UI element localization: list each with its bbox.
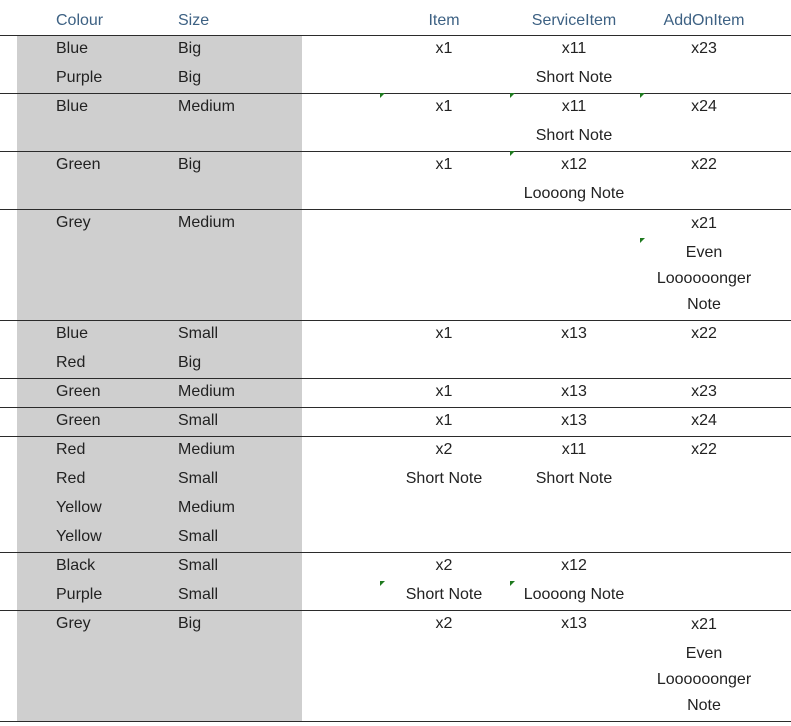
cell-service[interactable]: x12 [561,557,587,574]
header-size: Size [178,12,210,29]
cell-addon[interactable]: Note [687,697,721,714]
cell-item[interactable]: x2 [435,615,453,632]
row-divider [0,378,791,379]
cell-item[interactable]: x1 [435,40,453,57]
cell-size[interactable]: Medium [178,441,235,458]
cell-colour[interactable]: Red [56,354,86,371]
row-divider [0,610,791,611]
cell-item[interactable]: x1 [435,98,453,115]
cell-size[interactable]: Big [178,615,202,632]
header-addon-item: AddOnItem [663,12,745,29]
cell-size[interactable]: Small [178,325,219,342]
cell-colour[interactable]: Purple [56,69,103,86]
cell-addon[interactable]: x24 [691,98,717,115]
cell-item[interactable]: x1 [435,412,453,429]
header-service-item: ServiceItem [531,12,617,29]
cell-colour[interactable]: Black [56,557,96,574]
row-divider [0,552,791,553]
cell-size[interactable]: Small [178,528,219,545]
cell-colour[interactable]: Purple [56,586,103,603]
cell-service[interactable]: x13 [561,615,587,632]
comment-indicator-icon[interactable] [380,93,385,98]
cell-addon[interactable]: x23 [691,40,717,57]
cell-addon[interactable]: Even [685,645,723,662]
cell-colour[interactable]: Green [56,383,101,400]
cell-service[interactable]: Short Note [535,69,613,86]
cell-size[interactable]: Big [178,354,202,371]
cell-service[interactable]: x11 [561,441,587,458]
cell-size[interactable]: Medium [178,98,235,115]
row-divider [0,721,791,722]
cell-size[interactable]: Medium [178,499,235,516]
cell-service[interactable]: x13 [561,325,587,342]
cell-colour[interactable]: Blue [56,325,89,342]
cell-item[interactable]: Short Note [405,470,483,487]
row-divider [0,93,791,94]
cell-service[interactable]: x11 [561,40,587,57]
cell-colour[interactable]: Yellow [56,528,102,545]
comment-indicator-icon[interactable] [380,581,385,586]
cell-colour[interactable]: Blue [56,40,89,57]
cell-colour[interactable]: Grey [56,615,91,632]
cell-service[interactable]: x12 [561,156,587,173]
cell-service[interactable]: x11 [561,98,587,115]
row-divider [0,209,791,210]
cell-addon[interactable]: x22 [691,325,717,342]
cell-colour[interactable]: Blue [56,98,89,115]
cell-service[interactable]: Loooong Note [523,185,625,202]
cell-addon[interactable]: Even [685,244,723,261]
row-divider [0,35,791,36]
cell-item[interactable]: x2 [435,557,453,574]
header-item: Item [428,12,460,29]
cell-colour[interactable]: Grey [56,214,91,231]
cell-item[interactable]: x1 [435,325,453,342]
cell-colour[interactable]: Green [56,156,101,173]
cell-colour[interactable]: Red [56,441,86,458]
row-divider [0,436,791,437]
cell-addon[interactable]: x21 [691,215,717,232]
cell-colour[interactable]: Yellow [56,499,102,516]
comment-indicator-icon[interactable] [640,93,645,98]
cell-item[interactable]: x2 [435,441,453,458]
header-colour: Colour [56,12,104,29]
cell-colour[interactable]: Red [56,470,86,487]
row-divider [0,151,791,152]
cell-service[interactable]: x13 [561,412,587,429]
comment-indicator-icon[interactable] [640,238,645,243]
comment-indicator-icon[interactable] [510,151,515,156]
cell-addon[interactable]: Loooooonger [656,270,752,287]
cell-size[interactable]: Big [178,40,202,57]
cell-addon[interactable]: x22 [691,156,717,173]
cell-addon[interactable]: x21 [691,616,717,633]
cell-addon[interactable]: Loooooonger [656,671,752,688]
comment-indicator-icon[interactable] [510,93,515,98]
cell-service[interactable]: Short Note [535,470,613,487]
cell-addon[interactable]: x24 [691,412,717,429]
cell-service[interactable]: Loooong Note [523,586,625,603]
cell-size[interactable]: Small [178,412,219,429]
cell-colour[interactable]: Green [56,412,101,429]
cell-size[interactable]: Small [178,586,219,603]
cell-size[interactable]: Small [178,557,219,574]
cell-size[interactable]: Medium [178,214,235,231]
cell-addon[interactable]: Note [687,296,721,313]
cell-size[interactable]: Medium [178,383,235,400]
row-divider [0,320,791,321]
cell-item[interactable]: Short Note [405,586,483,603]
cell-item[interactable]: x1 [435,156,453,173]
cell-size[interactable]: Big [178,156,202,173]
cell-size[interactable]: Big [178,69,202,86]
cell-addon[interactable]: x23 [691,383,717,400]
cell-service[interactable]: x13 [561,383,587,400]
comment-indicator-icon[interactable] [510,581,515,586]
cell-service[interactable]: Short Note [535,127,613,144]
cell-size[interactable]: Small [178,470,219,487]
cell-item[interactable]: x1 [435,383,453,400]
row-divider [0,407,791,408]
cell-addon[interactable]: x22 [691,441,717,458]
